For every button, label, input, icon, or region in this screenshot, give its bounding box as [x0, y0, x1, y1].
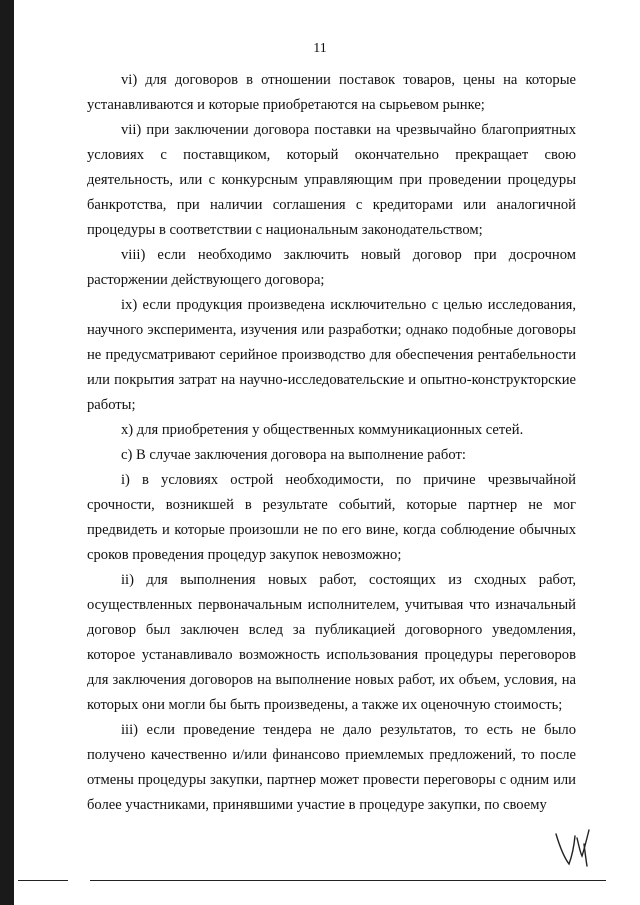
handwritten-initials	[553, 826, 593, 868]
paragraph-vii: vii) при заключении договора поставки на чрезвычайно благоприятных условиях с поставщиком, который окончательно прекращает свою деятельность, или с конкурсным управляющим при проведении процедуры банкротства, при наличии соглашения с кредиторами или аналогичной процедуры в соответствии с национальным законодательством;	[87, 122, 576, 238]
paragraph-c: c) В случае заключения договора на выполнение работ:	[121, 447, 466, 463]
page-number: 11	[313, 41, 327, 56]
document-body	[87, 68, 576, 818]
paragraph-viii: viii) если необходимо заключить новый договор при досрочном расторжении действующего договора;	[87, 247, 576, 288]
footer-rule-left	[18, 880, 68, 881]
paragraph-c-i: i) в условиях острой необходимости, по причине чрезвычайной срочности, возникшей в результате событий, которые партнер не мог предвидеть и которые произошли не по его вине, когда соблюдение обычных сроков проведения процедур закупок невозможно;	[87, 472, 576, 563]
scan-left-edge	[0, 0, 14, 905]
paragraph-ix: ix) если продукция произведена исключительно с целью исследования, научного эксперимента, изучения или разработки; однако подобные договоры не предусматривают серийное производство для обеспечения рентабельности или покрытия затрат на научно-исследовательские и опытно-конструкторские работы;	[87, 297, 576, 413]
paragraph-c-ii: ii) для выполнения новых работ, состоящих из сходных работ, осуществленных первоначальным исполнителем, учитывая что изначальный договор был заключен вслед за публикацией договорного уведомления, которое устанавливало возможность использования процедуры переговоров для заключения договоров на выполнение новых работ, их объем, условия, на которых они могли бы быть произведены, а также их оценочную стоимость;	[87, 572, 576, 713]
footer-rule	[90, 880, 606, 881]
paragraph-c-iii: iii) если проведение тендера не дало результатов, то есть не было получено качественно и/или финансово приемлемых предложений, то после отмены процедуры закупки, партнер может провести переговоры с одним или более участниками, принявшими участие в процедуре закупки, по своему	[87, 722, 576, 813]
paragraph-vi: vi) для договоров в отношении поставок товаров, цены на которые устанавливаются и которые приобретаются на сырьевом рынке;	[87, 72, 576, 113]
paragraph-x: x) для приобретения у общественных коммуникационных сетей.	[121, 422, 524, 438]
